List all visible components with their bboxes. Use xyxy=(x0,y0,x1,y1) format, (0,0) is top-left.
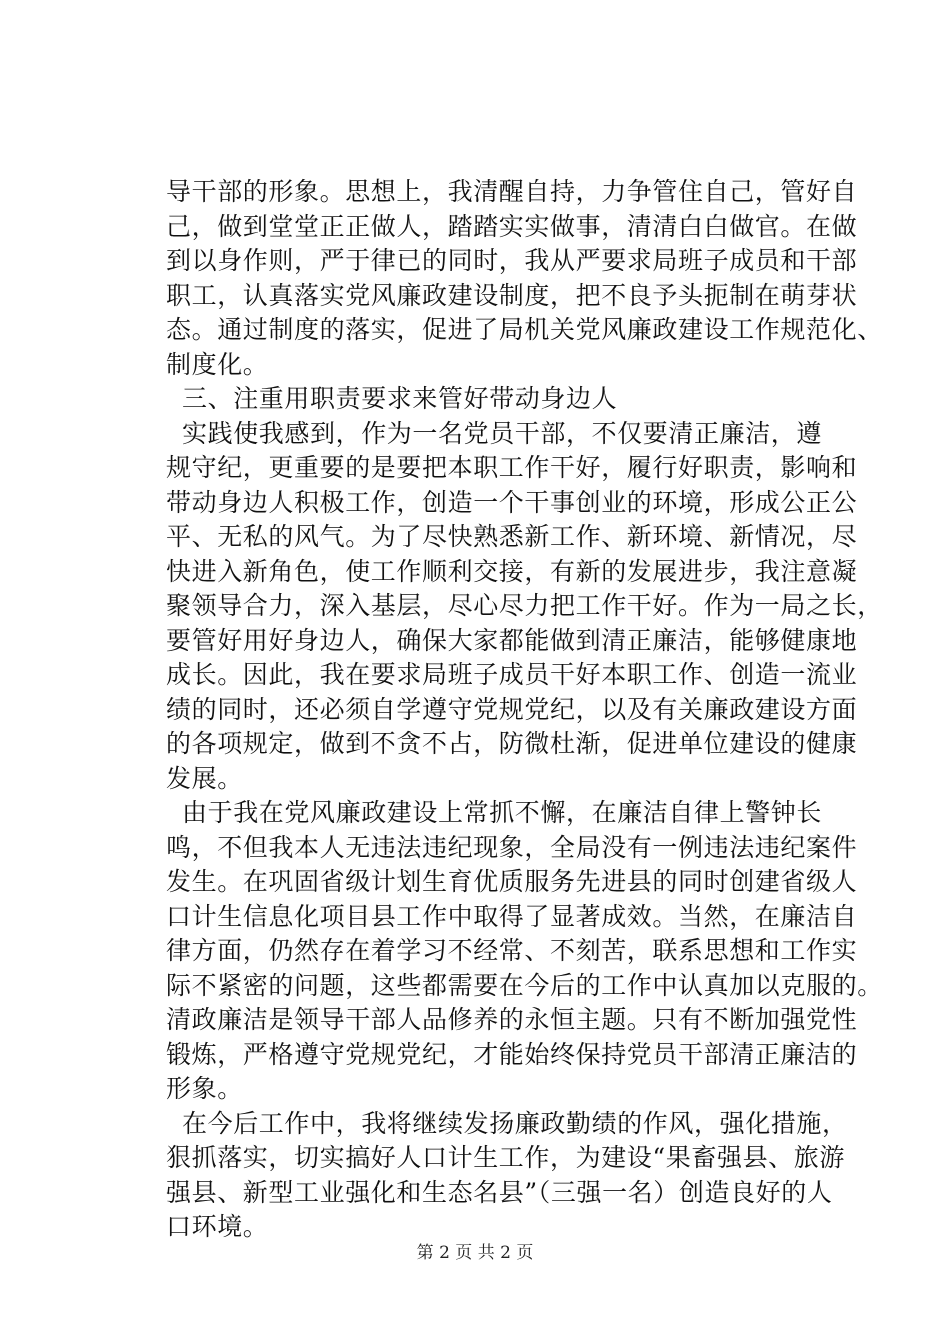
text-line: 制度化。 xyxy=(166,349,269,379)
text-line: 快进入新角色，使工作顺利交接，有新的发展进步，我注意凝 xyxy=(166,556,858,586)
text-line: 成长。因此，我在要求局班子成员干好本职工作、创造一流业 xyxy=(166,660,858,689)
text-line: 态。通过制度的落实，促进了局机关党风廉政建设工作规范化、 xyxy=(166,315,883,344)
text-line: 实践使我感到，作为一名党员干部，不仅要清正廉洁，遵 xyxy=(182,418,823,448)
text-line: 口计生信息化项目县工作中取得了显著成效。当然，在廉洁自 xyxy=(166,901,858,931)
text-line: 职工，认真落实党风廉政建设制度，把不良予头扼制在萌芽状 xyxy=(166,280,858,310)
text-line: 清政廉洁是领导干部人品修养的永恒主题。只有不断加强党性 xyxy=(166,1005,858,1034)
text-line: 导干部的形象。思想上，我清醒自持，力争管住自己，管好自 xyxy=(166,177,858,206)
text-line: 规守纪，更重要的是要把本职工作干好，履行好职责，影响和 xyxy=(166,453,858,482)
text-line: 律方面，仍然存在着学习不经常、不刻苦，联系思想和工作实 xyxy=(166,936,858,965)
text-line: 到以身作则，严于律已的同时，我从严要求局班子成员和干部 xyxy=(166,246,858,275)
document-body xyxy=(166,175,883,1245)
text-line: 绩的同时，还必须自学遵守党规党纪，以及有关廉政建设方面 xyxy=(166,694,858,724)
text-line: 鸣，不但我本人无违法违纪现象，全局没有一例违法违纪案件 xyxy=(166,832,858,862)
text-line: 际不紧密的问题，这些都需要在今后的工作中认真加以克服的。 xyxy=(166,970,883,1000)
text-line: 要管好用好身边人，确保大家都能做到清正廉洁，能够健康地 xyxy=(166,625,858,655)
text-line: 平、无私的风气。为了尽快熟悉新工作、新环境、新情况，尽 xyxy=(166,522,858,551)
text-line: 己，做到堂堂正正做人，踏踏实实做事，清清白白做官。在做 xyxy=(166,211,858,241)
text-line: 锻炼，严格遵守党规党纪，才能始终保持党员干部清正廉洁的 xyxy=(166,1039,858,1069)
text-line: 带动身边人积极工作，创造一个干事创业的环境，形成公正公 xyxy=(166,487,858,517)
text-line: 形象。 xyxy=(166,1074,243,1103)
page-footer: 第 2 页 共 2 页 xyxy=(416,1243,534,1263)
text-line: 发生。在巩固省级计划生育优质服务先进县的同时创建省级人 xyxy=(166,867,858,896)
text-line: 由于我在党风廉政建设上常抓不懈，在廉洁自律上警钟长 xyxy=(182,798,823,827)
text-line: 口环境。 xyxy=(166,1212,269,1241)
text-line: 发展。 xyxy=(166,763,243,793)
text-line: 在今后工作中，我将继续发扬廉政勤绩的作风，强化措施， xyxy=(182,1108,848,1138)
text-line: 聚领导合力，深入基层，尽心尽力把工作干好。作为一局之长， xyxy=(166,591,883,620)
text-line: 三、注重用职责要求来管好带动身边人 xyxy=(182,384,618,413)
text-line: 的各项规定，做到不贪不占，防微杜渐，促进单位建设的健康 xyxy=(166,729,858,758)
text-line: 强县、新型工业强化和生态名县”（三强一名）创造良好的人 xyxy=(166,1177,833,1207)
text-line: 狠抓落实，切实搞好人口计生工作，为建设“果畜强县、旅游 xyxy=(166,1143,845,1172)
